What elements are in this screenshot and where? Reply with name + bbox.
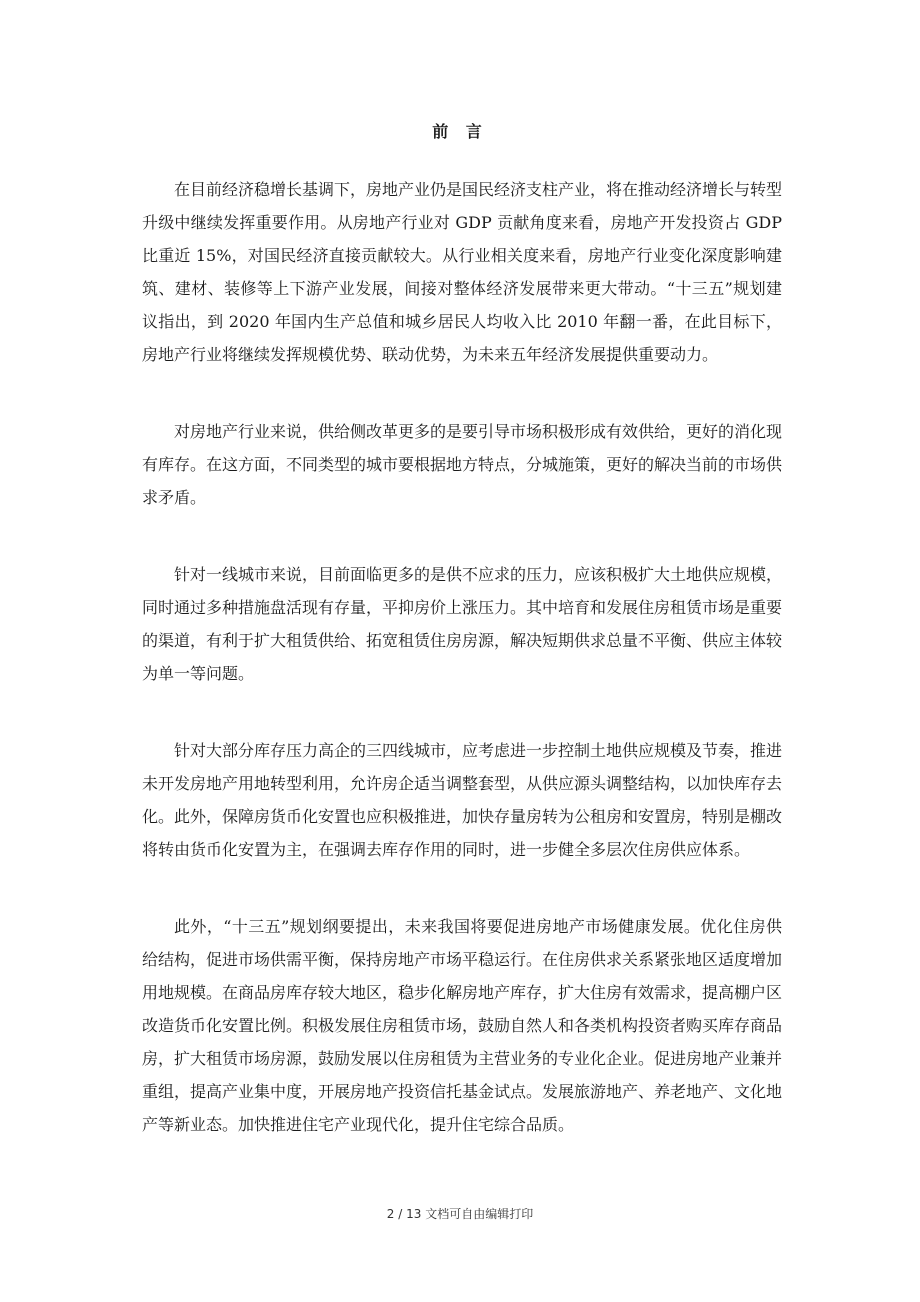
- document-body: [142, 173, 782, 1185]
- paragraph-2: 对房地产行业来说，供给侧改革更多的是要引导市场积极形成有效供给，更好的消化现有库存。在这方面，不同类型的城市要根据地方特点，分城施策，更好的解决当前的市场供求矛盾。: [142, 422, 783, 507]
- page-footer: 2 / 13 文档可自由编辑打印: [386, 1207, 534, 1221]
- paragraph-3: 针对一线城市来说，目前面临更多的是供不应求的压力，应该积极扩大土地供应规模，同时通过多种措施盘活现有存量，平抑房价上涨压力。其中培育和发展住房租赁市场是重要的渠道，有利于扩大租赁供给、拓宽租赁住房房源，解决短期供求总量不平衡、供应主体较为单一等问题。: [142, 565, 783, 683]
- paragraph-1: 在目前经济稳增长基调下，房地产业仍是国民经济支柱产业，将在推动经济增长与转型升级中继续发挥重要作用。从房地产行业对 GDP 贡献角度来看，房地产开发投资占 GDP 比重近 15%，对国民经济直接贡献较大。从行业相关度来看，房地产行业变化深度影响建筑、建材、装修等上下游产业发展，间接对整体经济发展带来更大带动。“十三五”规划建议指出，到 2020 年国内生产总值和城乡居民人均收入比 2010 年翻一番，在此目标下，房地产行业将继续发挥规模优势、联动优势，为未来五年经济发展提供重要动力。: [142, 180, 783, 364]
- paragraph-4: 针对大部分库存压力高企的三四线城市，应考虑进一步控制土地供应规模及节奏，推进未开发房地产用地转型利用，允许房企适当调整套型，从供应源头调整结构，以加快库存去化。此外，保障房货币化安置也应积极推进，加快存量房转为公租房和安置房，特别是棚改将转由货币化安置为主，在强调去库存作用的同时，进一步健全多层次住房供应体系。: [142, 741, 783, 859]
- paragraph-5: 此外，“十三五”规划纲要提出，未来我国将要促进房地产市场健康发展。优化住房供给结构，促进市场供需平衡，保持房地产市场平稳运行。在住房供求关系紧张地区适度增加用地规模。在商品房库存较大地区，稳步化解房地产库存，扩大住房有效需求，提高棚户区改造货币化安置比例。积极发展住房租赁市场，鼓励自然人和各类机构投资者购买库存商品房，扩大租赁市场房源，鼓励发展以住房租赁为主营业务的专业化企业。促进房地产业兼并重组，提高产业集中度，开展房地产投资信托基金试点。发展旅游地产、养老地产、文化地产等新业态。加快推进住宅产业现代化，提升住宅综合品质。: [142, 917, 783, 1134]
- page-title: 前 言: [432, 122, 488, 141]
